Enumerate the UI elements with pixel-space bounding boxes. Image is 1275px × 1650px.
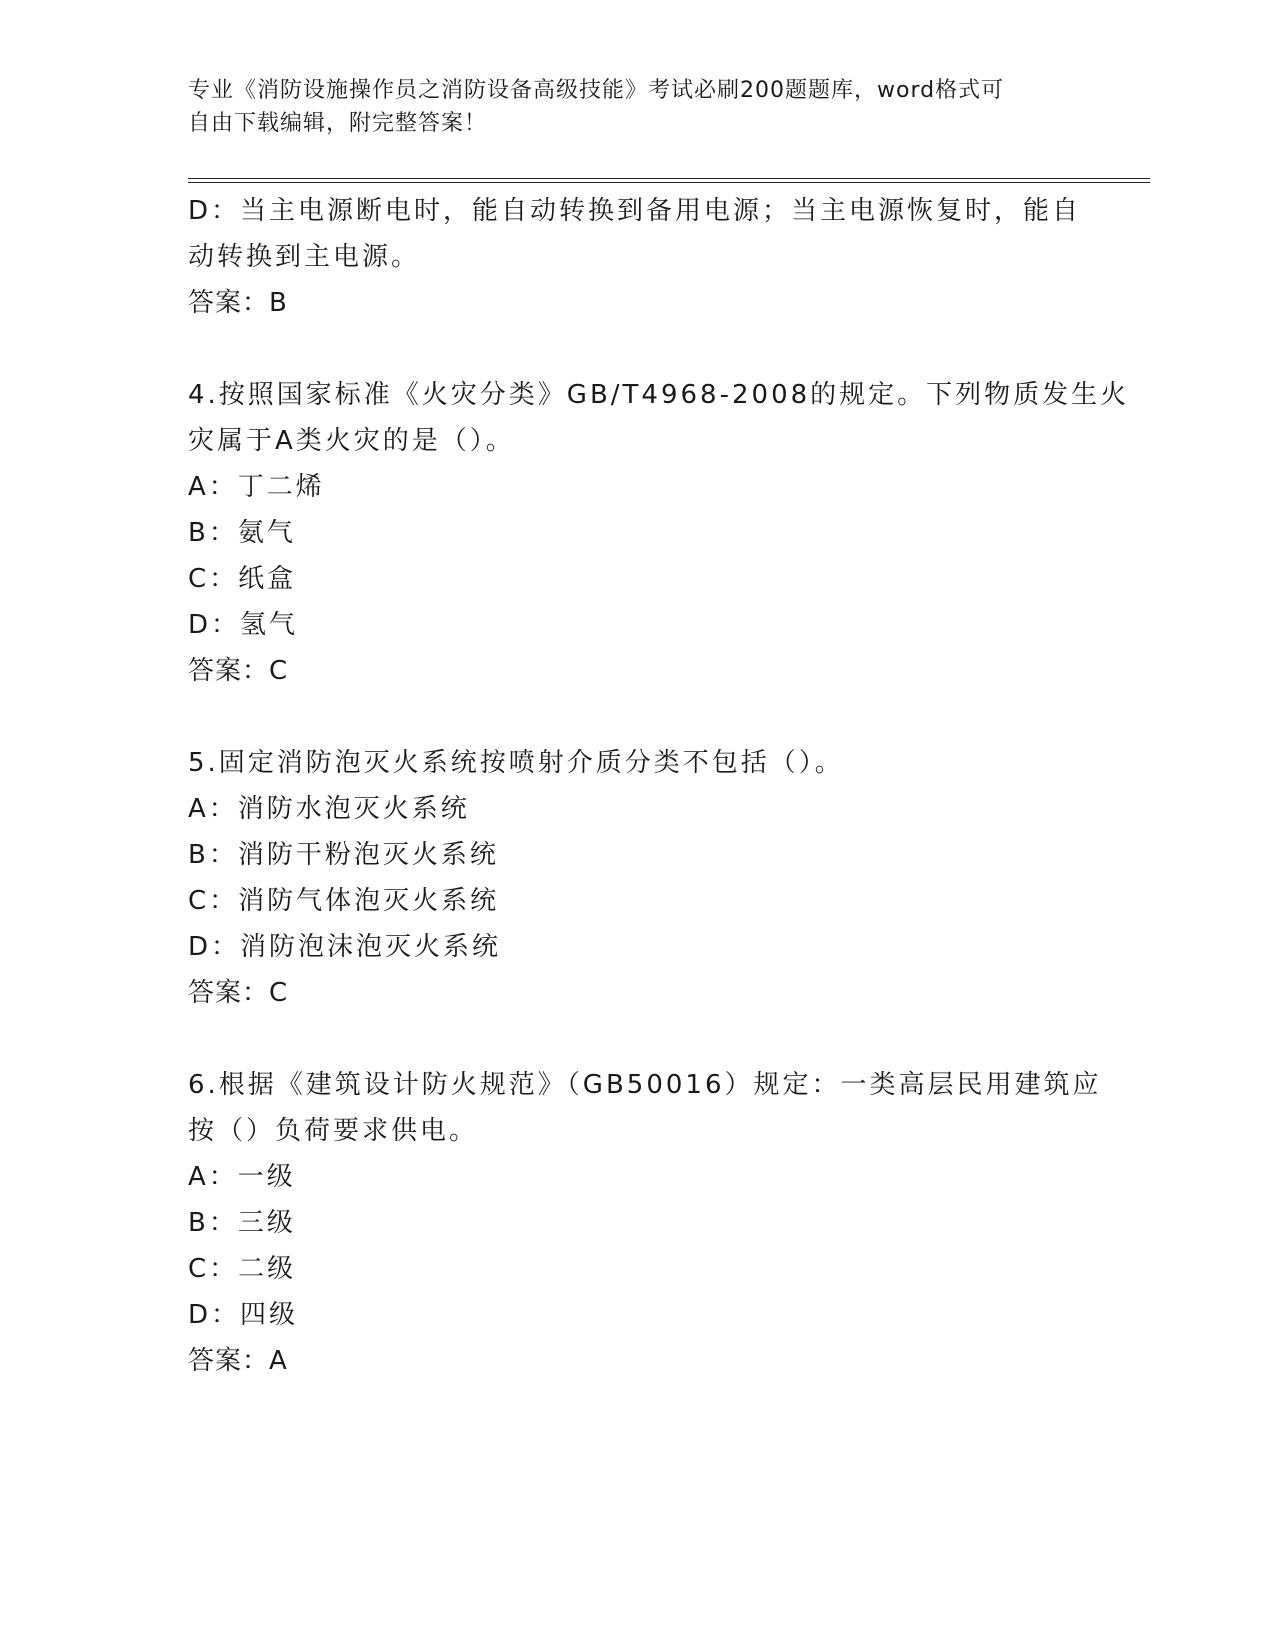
spacer: [188, 1016, 1088, 1062]
answer: 答案：A: [188, 1346, 288, 1376]
question-stem: 5.固定消防泡灭火系统按喷射介质分类不包括（）。: [188, 748, 844, 778]
option-c: C：消防气体泡灭火系统: [188, 886, 500, 916]
option-d: D：当主电源断电时，能自动转换到备用电源；当主电源恢复时，能自: [188, 196, 1082, 226]
question-list: [188, 188, 1130, 1384]
option-b: B：氨气: [188, 518, 296, 548]
answer: 答案：B: [188, 288, 288, 318]
option-d: D：四级: [188, 1300, 299, 1330]
question-stem: 6.根据《建筑设计防火规范》（GB50016）规定：一类高层民用建筑应: [188, 1070, 1102, 1100]
answer: 答案：C: [188, 656, 289, 686]
option-b: B：消防干粉泡灭火系统: [188, 840, 499, 870]
option-a: A：丁二烯: [188, 472, 325, 502]
option-d: D：消防泡沫泡灭火系统: [188, 932, 502, 962]
header-line-2: 自由下载编辑，附完整答案！: [188, 111, 488, 136]
option-b: B：三级: [188, 1208, 296, 1238]
question-stem-continued: 灾属于A类火灾的是（）。: [188, 426, 515, 456]
question-6: [188, 1062, 1102, 1384]
answer: 答案：C: [188, 978, 289, 1008]
spacer: [188, 326, 1088, 372]
option-a: A：一级: [188, 1162, 296, 1192]
page-header: [188, 74, 1078, 140]
header-divider: [188, 178, 1150, 183]
option-c: C：二级: [188, 1254, 297, 1284]
option-c: C：纸盒: [188, 564, 297, 594]
option-d: D：氢气: [188, 610, 299, 640]
question-5: [188, 740, 1088, 1016]
header-line-1: 专业《消防设施操作员之消防设备高级技能》考试必刷200题题库，word格式可: [188, 78, 1005, 103]
spacer: [188, 694, 1088, 740]
option-a: A：消防水泡灭火系统: [188, 794, 470, 824]
question-3-tail: [188, 188, 1088, 326]
option-d-continued: 动转换到主电源。: [188, 242, 421, 272]
question-4: [188, 372, 1130, 694]
question-stem-continued: 按（）负荷要求供电。: [188, 1116, 479, 1146]
question-stem: 4.按照国家标准《火灾分类》GB/T4968-2008的规定。下列物质发生火: [188, 380, 1130, 410]
